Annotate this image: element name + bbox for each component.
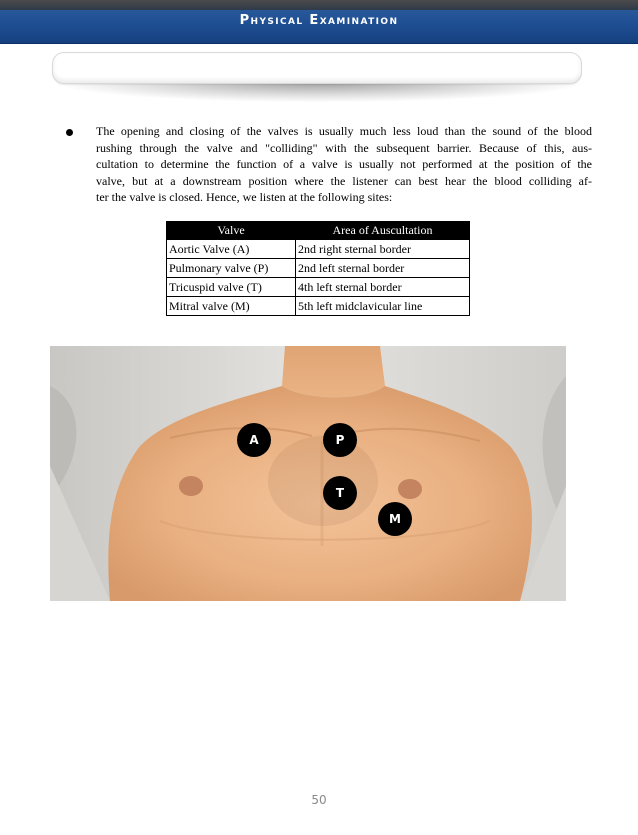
table-row [167,297,470,316]
bullet-paragraph [96,123,592,206]
valve-cell: Aortic Valve (A) [167,240,296,259]
column-header-area: Area of Auscultation [296,222,470,240]
banner-shadow [58,82,580,102]
header-bar [0,0,638,44]
auscultation-table [166,221,470,316]
area-cell: 5th left midclavicular line [296,297,470,316]
section-title: Physical Examination [239,13,399,28]
pulmonary-marker: P [323,423,357,457]
valve-cell: Mitral valve (M) [167,297,296,316]
paragraph-line: The opening and closing of the valves is usually much less loud than the sound of the blood [96,124,592,138]
valve-cell: Tricuspid valve (T) [167,278,296,297]
area-cell: 2nd right sternal border [296,240,470,259]
valve-cell: Pulmonary valve (P) [167,259,296,278]
column-header-valve: Valve [167,222,296,240]
tricuspid-marker: T [323,476,357,510]
table-row [167,278,470,297]
mitral-marker: M [378,502,412,536]
bullet-icon [66,129,73,136]
paragraph-line: ter the valve is closed. Hence, we listen at the following sites: [96,190,393,205]
table-row [167,240,470,259]
page-number: 50 [311,793,327,807]
area-cell: 2nd left sternal border [296,259,470,278]
paragraph-line: rushing through the valve and "colliding" with the subsequent barrier. Because of this, aus- [96,140,592,155]
table-row [167,259,470,278]
chest-photo [50,346,566,601]
aortic-marker: A [237,423,271,457]
paragraph-line: valve, but at a downstream position where the listener can best hear the blood colliding af- [96,173,592,188]
area-cell: 4th left sternal border [296,278,470,297]
chest-illustration [50,346,566,601]
table-header-row [167,222,470,240]
paragraph-line: cultation to determine the function of a valve is usually not performed at the position of the [96,157,592,172]
banner-box [52,52,582,84]
